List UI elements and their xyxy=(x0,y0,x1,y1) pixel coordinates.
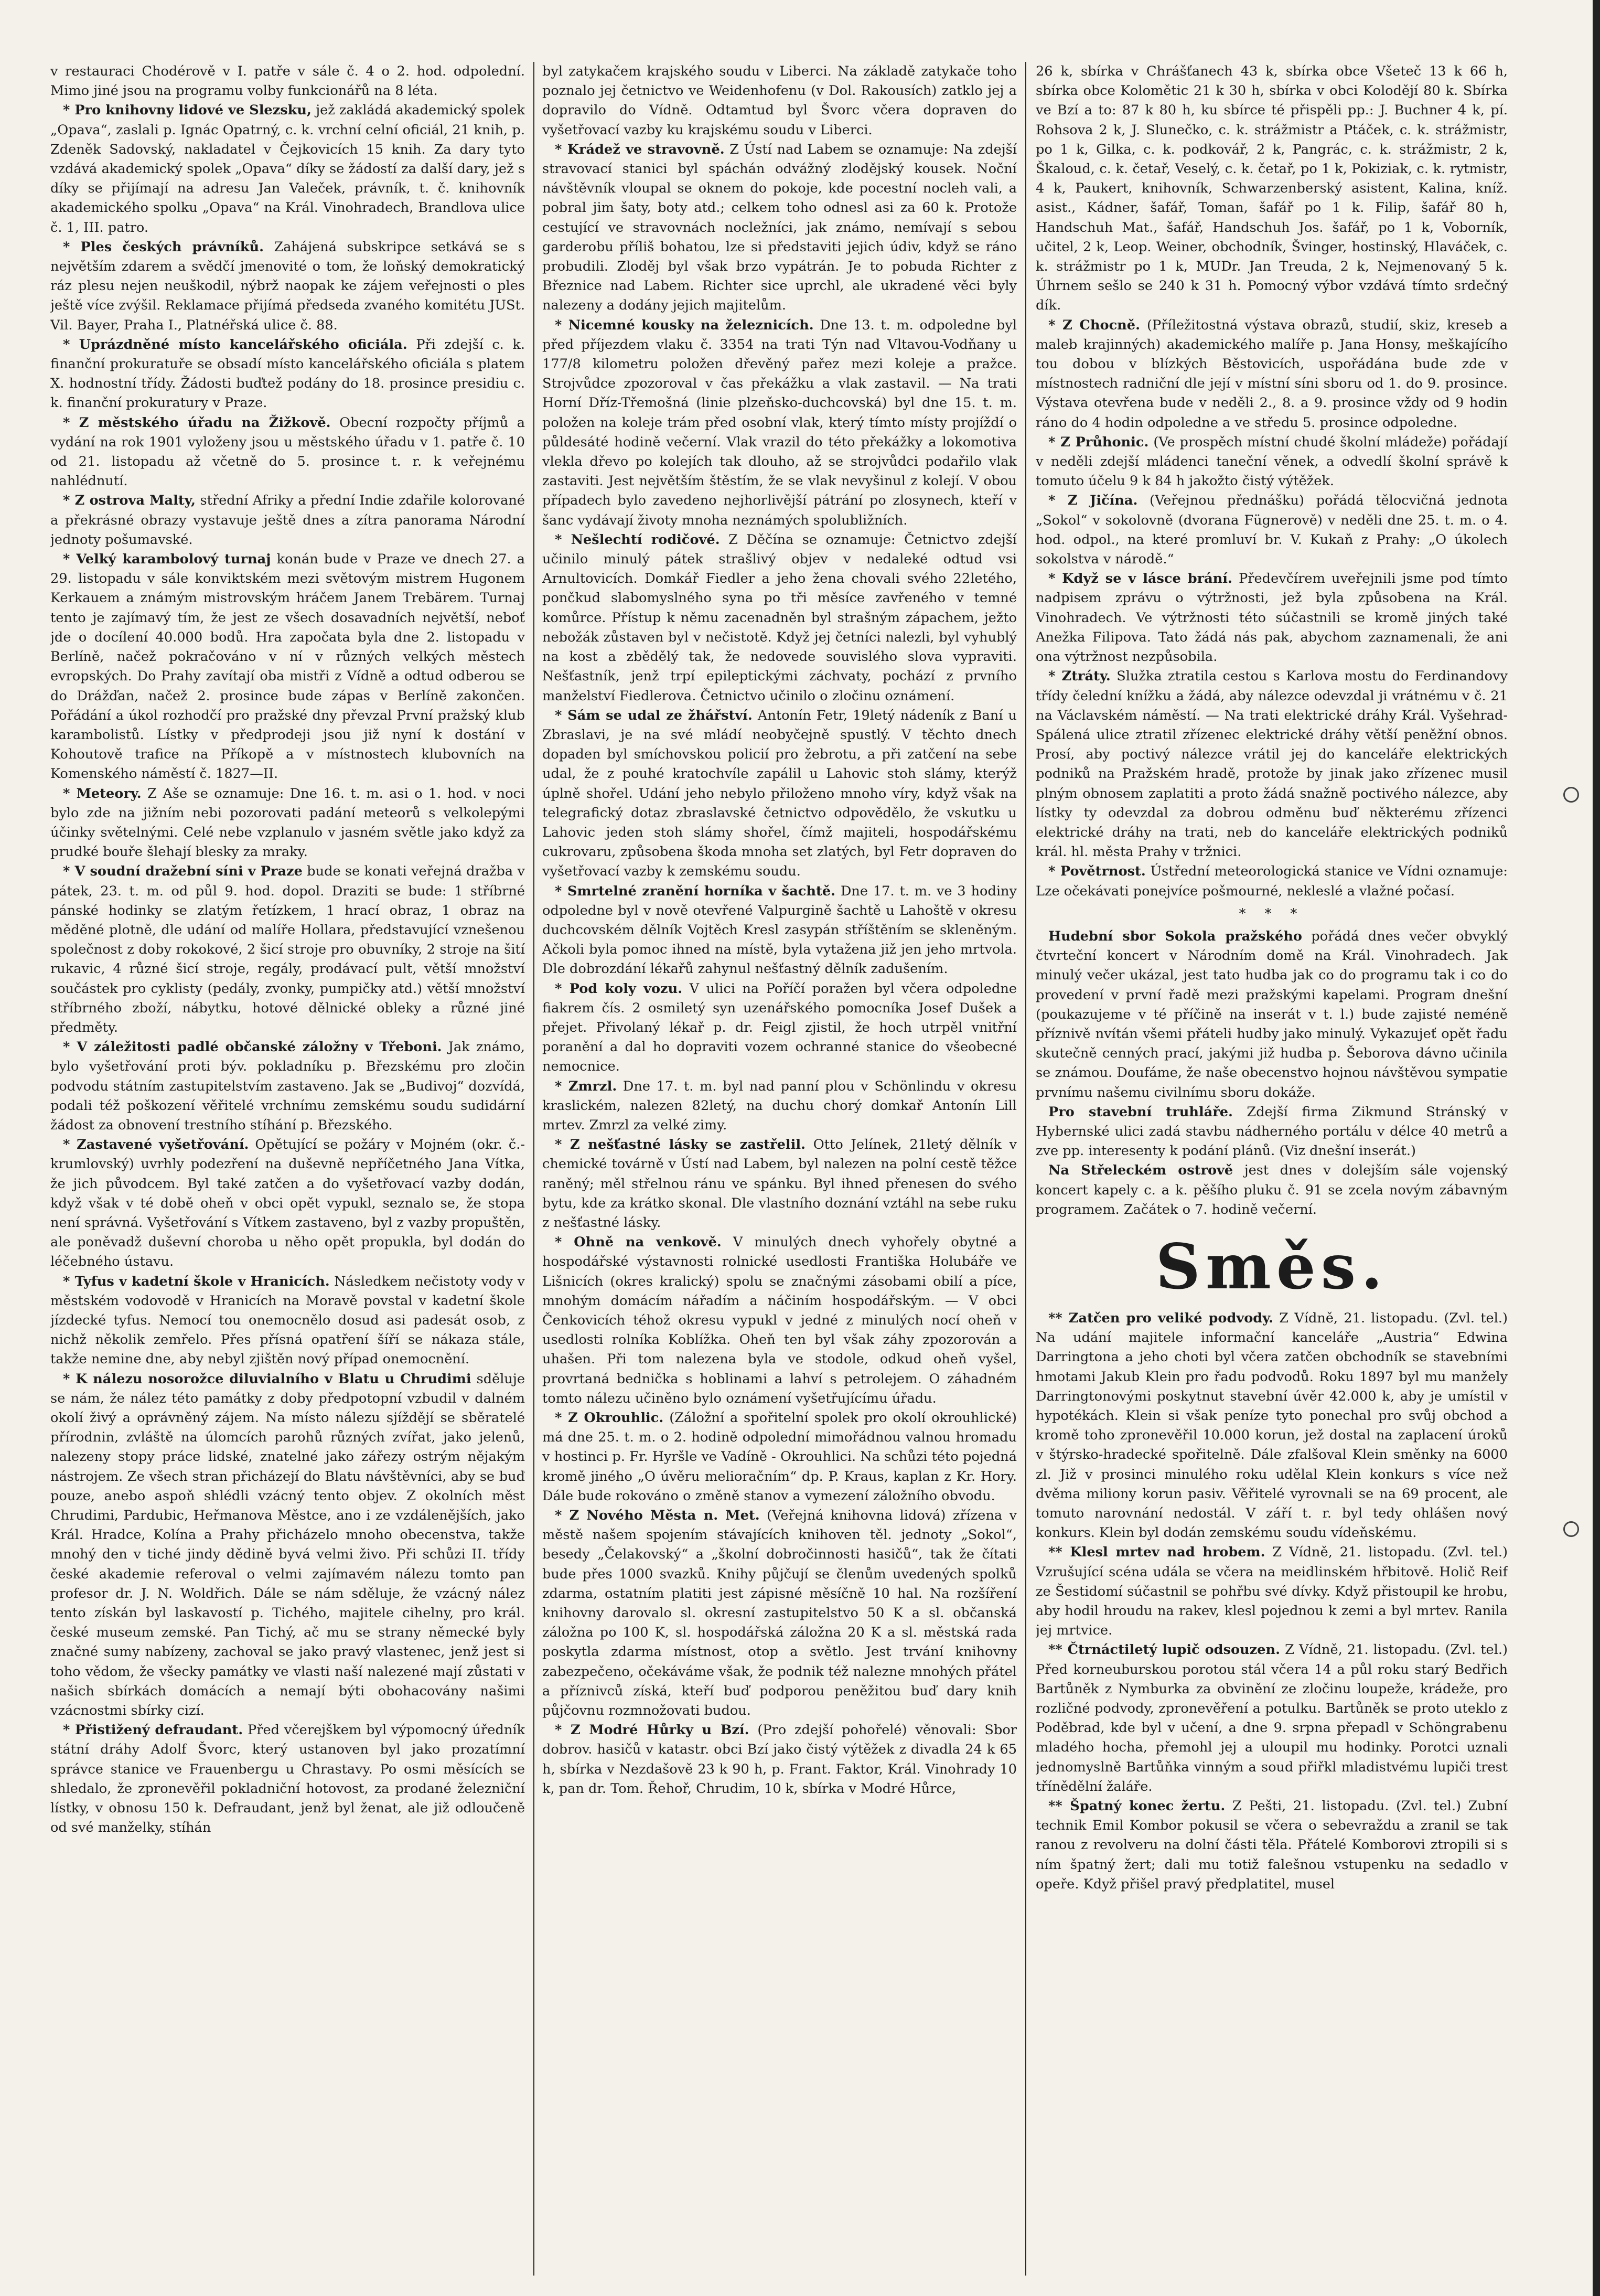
article-body: Dne 17. t. m. byl nad panní plou v Schönlindu v okresu kraslickém, nalezen 82letý, na duchu chorý domkař Antonín Lill mrtev. Zmrzl za velké zimy. xyxy=(542,1078,1017,1133)
article-paragraph xyxy=(1036,1309,1508,1543)
article-headline: * Smrtelné zranění horníka v šachtě. xyxy=(555,883,836,899)
article-body: byl zatykačem krajského soudu v Liberci. Na základě zatykače toho poznalo jej četnictvo ve Weidenhofenu (v Dol. Rakousích) zatklo jej a dopravilo do Vídně. Odtamtud byl Švorc včera dopraven do vyšetřovací vazby ku krajskému soudu v Liberci. xyxy=(542,63,1017,138)
article-headline: * K nálezu nosorožce diluvialního v Blatu u Chrudimi xyxy=(63,1371,471,1387)
article-paragraph xyxy=(50,550,525,784)
article-paragraph xyxy=(542,1506,1017,1721)
article-headline: * Pro knihovny lidové ve Slezsku, xyxy=(63,102,312,119)
article-paragraph xyxy=(1036,667,1508,862)
article-body: Před včerejškem byl výpomocný úředník státní dráhy Adolf Švorc, který ustanoven byl jako prozatímní správce stanice ve Frauenbergu u Chrastavy. Po osmi měsících se shledalo, že zpronevěřil pokladniční hotovost, za prodané železniční lístky, v obnosu 150 k. Defraudant, jenž byl ženat, ale již odloučeně od své manželky, stíhán xyxy=(50,1722,525,1836)
binding-hole xyxy=(1563,1521,1579,1537)
article-headline: * Nešlechtí rodičové. xyxy=(555,531,720,548)
article-body: Zahájená subskripce setkává se s největším zdarem a svědčí jmenovité o tom, že loňský demokratický ráz plesu nejen neuškodil, nýbrž naopak ke zájem veřejnosti o ples ještě více zvýšil. Reklamace přijímá předseda zvaného komitétu JUSt. Vil. Bayer, Praha I., Platnéřská ulice č. 88. xyxy=(50,239,525,333)
article-paragraph xyxy=(50,784,525,862)
article-paragraph xyxy=(1036,433,1508,492)
article-body: Z Pešti, 21. listopadu. (Zvl. tel.) Zubní technik Emil Kombor pokusil se včera o sebevraždu a zranil se tak ranou z revolveru na dolní části těla. Přátelé Komborovi ztropili si s ním špatný žert; dali mu totiž falešnou vstupenku na sedadlo v opeře. Když přišel pravý předplatitel, musel xyxy=(1036,1798,1508,1892)
article-paragraph xyxy=(50,862,525,1038)
article-paragraph xyxy=(542,316,1017,530)
article-paragraph xyxy=(542,1721,1017,1799)
article-body: Zdejší firma Zikmund Stránský v Hybernské ulici zadá stavbu nádherného portálu v délce 40 metrů a zve pp. interesenty k podání plánů. (Viz dnešní inserát.) xyxy=(1036,1104,1508,1159)
article-headline: * Ztráty. xyxy=(1048,668,1111,685)
article-headline: * Z Nového Města n. Met. xyxy=(555,1508,760,1524)
article-headline: * Tyfus v kadetní škole v Hranicích. xyxy=(63,1273,330,1289)
article-headline: ** Klesl mrtev nad hrobem. xyxy=(1048,1544,1265,1561)
article-headline: Hudební sbor Sokola pražského xyxy=(1048,928,1302,944)
article-body: Antonín Fetr, 19letý nádeník z Baní u Zbraslavi, je na své mládí neobyčejně spustlý. V těchto dnech dopaden byl smíchovskou policií pro žebrotu, a při zatčení na sebe udal, že z pouhé kratochvíle zapálil u Lahovic stoh slámy, kterýž úplně shořel. Udání jeho nebylo přiloženo mnoho víry, když však na telegrafický dotaz zbraslavské četnictvo odpovědělo, že vskutku u Lahovic jeden stoh slámy shořel, čímž majiteli, hospodářskému cukrovaru, způsobena škoda mnoha set zlatých, byl Fetr dopraven do vyšetřovací vazby k zemskému soudu. xyxy=(542,707,1017,880)
binding-hole xyxy=(1563,787,1579,803)
article-body: Z Ústí nad Labem se oznamuje: Na zdejší stravovací stanici byl spáchán odvážný zlodějský kousek. Noční návštěvník vloupal se oknem do pokoje, kde pocestní nocleh vali, a pobral jim šaty, boty atd.; celkem toho odnesl asi za 60 k. Protože cestující ve stravovnách nocležníci, jak známo, nemívají s sebou garderobu příliš bohatou, lze si představiti jejich údiv, když se ráno probudili. Zloděj byl však brzo vypátrán. Je to pobuda Richter z Březnice nad Labem. Richter sice uprchl, ale ukradené věci byly nalezeny a dodány jejich majitelům. xyxy=(542,141,1017,314)
article-paragraph xyxy=(1036,1103,1508,1161)
article-headline: * Z městského úřadu na Žižkově. xyxy=(63,414,331,431)
article-body: (Veřejnou přednášku) pořádá tělocvičná jednota „Sokol“ v sokolovně (dvorana Fügnerově) v neděli dne 25. t. m. o 4. hod. odpol., na které promluví br. V. Kukaň z Prahy: „O úkolech sokolstva v národě.“ xyxy=(1036,493,1508,568)
article-body: střední Afriky a přední Indie zdařile kolorované a překrásné obrazy vystavuje ještě dnes a zítra panorama Národní jednoty pošumavské. xyxy=(50,493,525,548)
article-body: Z Vídně, 21. listopadu. (Zvl. tel.) Vzrušující scéna udála se včera na meidlinském hřbitově. Holič Reif ze Šestidomí súčastnil se pohřbu své dívky. Když přistoupil ke hrobu, aby hodil hroudu na rakev, klesl pojednou k zemi a byl mrtev. Ranila jej mrtvice. xyxy=(1036,1544,1508,1639)
article-headline: * Velký karambolový turnaj xyxy=(63,551,271,568)
article-body: sděluje se nám, že nález této památky z doby předpotopní vzbudil v dalném okolí živý a oprávněný zájem. Na místo nálezu sjíždějí se sběratelé přírodnin, zvláště na úlomcích parohů různých zvířat, jako jelenů, nalezeny stopy práce lidské, znatelné jako zářezy ostrým nějakým nástrojem. Ze všech stran přicházejí do Blatu návštěvníci, aby se buď pouze, anebo aspoň shlédli vzácný tento objev. Z okolních měst Chrudimi, Pardubic, Heřmanova Městce, ano i ze vzdálenějších, jako Král. Hradce, Kolína a Prahy přicházelo mnoho obecenstva, takže mnohý den v tiché jindy dědině byvá velmi živo. Při schůzi II. třídy české akademie referoval o velmi zajímavém nálezu tomto pan profesor dr. J. N. Woldřich. Dále se nám sděluje, že vzácný nález tento získán byl laskavostí p. Tichého, majitele cihelny, pro král. české museum zemské. Pan Tichý, ač mu se strany německé byly značné sumy nabízeny, zachoval se jako pravý vlastenec, jenž jest si toho vědom, že všecky památky ve vlasti naší nalezené mají zůstati v našich sbírkách domácích a nemají býti obohacovány našimi vzácnostmi sbírky cizí. xyxy=(50,1371,525,1719)
article-headline: ** Čtrnáctiletý lupič odsouzen. xyxy=(1048,1642,1280,1658)
article-headline: * Ples českých právníků. xyxy=(63,239,264,255)
article-headline: ** Zatčen pro veliké podvody. xyxy=(1048,1310,1274,1326)
article-headline: * Meteory. xyxy=(63,785,142,802)
article-body: Jak známo, bylo vyšetřování proti býv. pokladníku p. Březskému pro zločin podvodu státním zastupitelstvím zastaveno. Jak se „Budivoj“ dozvídá, podali též poškození věřitelé vrchnímu zemskému soudu sudidární žádost za obnovení trestního stíhání p. Březského. xyxy=(50,1039,525,1133)
article-body: (Ve prospěch místní chudé školní mládeže) pořádají v neděli zdejší mládenci taneční věnek, a odvedlí školní správě k tomuto účelu 9 k 84 h jakožto čistý výtěžek. xyxy=(1036,434,1508,489)
article-paragraph xyxy=(1036,927,1508,1103)
section-separator: * * * xyxy=(1239,905,1305,922)
section-title-smes: Směs. xyxy=(1155,1230,1388,1303)
article-paragraph xyxy=(542,1233,1017,1408)
article-paragraph xyxy=(1036,62,1508,316)
article-body: (Veřejná knihovna lidová) zřízena v městě našem spojením stávajících knihoven těl. jednoty „Sokol“, besedy „Čelakovský“ a „školní dobročinnosti hasičů“, tak že čítati bude přes 1000 svazků. Knihy půjčují se členům uvedených spolků zdarma, ostatním platiti jest zápisné měsíčně 10 hal. Na rozšíření knihovny darovalo sl. okresní zastupitelstvo 50 K a sl. občanská záložna po 100 K, sl. hospodářská záložna 20 K a sl. městská rada poskytla zdarma místnost, otop a světlo. Jest trvání knihovny zabezpečeno, očekáváme však, že podnik též nalezne mnohých přátel a příznivců získá, kteří buď podporou peněžitou buď dary knih půjčovnu rozmnožovati budou. xyxy=(542,1508,1017,1719)
article-headline: * Zmrzl. xyxy=(555,1078,617,1094)
article-paragraph xyxy=(542,530,1017,706)
article-paragraph xyxy=(50,238,525,335)
article-paragraph xyxy=(50,1135,525,1272)
article-paragraph xyxy=(542,1408,1017,1506)
article-headline: * Z Chocně. xyxy=(1048,317,1140,333)
article-body: Dne 13. t. m. odpoledne byl před příjezdem vlaku č. 3354 na trati Týn nad Vltavou-Vodňany u 177/8 kilometru položen dřevěný pařez mezi koleje a pražce. Strojvůdce zpozoroval v čas překážku a vlak zastavil. — Na trati Horní Dříz-Třemošná (linie plzeňsko-duchcovská) byl dne 15. t. m. položen na koleje trám před osobní vlak, který tímto místy projíždí o půldesáté hodině večerní. Vlak vrazil do této překážky a lokomotiva vlekla dřevo po kolejích tak dlouho, až se strojvůdci podařilo vlak zastaviti. Jest největším štěstím, že se vlak nevyšinul z kolejí. V obou případech bylo zavedeno nejhorlivější pátrání po zlosynech, kteří v šanc vydávají životy mnoha neznámých spolubližních. xyxy=(542,317,1017,528)
article-paragraph xyxy=(50,1038,525,1135)
article-body: Ústřední meteorologická stanice ve Vídni oznamuje: Lze očekávati ponejvíce pošmourné, nekleslé a vlažné počasí. xyxy=(1036,863,1508,899)
article-headline: * Z nešťastné lásky se zastřelil. xyxy=(555,1137,806,1153)
article-headline: * Krádež ve stravovně. xyxy=(555,141,725,157)
article-body: (Příležitostná výstava obrazů, studií, skiz, kreseb a maleb krajinných) akademického malíře p. Jana Honsy, meškajícího tou dobou v blízkých Běstovicích, uspořádána bude zde v místnostech radniční dle její v místní síni sboru od 1. do 9. prosince. Výstava otevřena bude v neděli 2., 8. a 9. prosince vždy od 9 hodin ráno do 4 hodin odpoledne a ve středu 5. prosince odpoledne. xyxy=(1036,317,1508,431)
article-body: (Záložní a spořitelní spolek pro okolí okrouhlické) má dne 25. t. m. o 2. hodině odpolední mimořádnou valnou hromadu v hostinci p. Fr. Hyršle ve Vadíně - Okrouhlici. Na schůzi této pojedná kromě jiného „O úvěru melioračním“ dp. P. Kraus, kaplan z Kr. Hory. Dále bude rokováno o změně stanov a vymezení záložního obvodu. xyxy=(542,1410,1017,1504)
article-body: jež zakládá akademický spolek „Opava“, zaslali p. Ignác Opatrný, c. k. vrchní celní oficiál, 21 knih, p. Zdeněk Sadovský, nakladatel v Čejkovicích 15 knih. Za dary tyto vzdává akademický spolek „Opava“ díky se žádostí za další dary, jež s díky se přijímají na adresu Jan Valeček, právník, t. č. knihovník akademického spolku „Opava“ na Král. Vinohradech, Brandlova ulice č. 1, III. patro. xyxy=(50,102,525,236)
article-body: Předevčírem uveřejnili jsme pod tímto nadpisem zprávu o výtržnosti, jež byla způsobena na Král. Vinohradech. Ve výtržnosti této súčastnili se kromě jiných také Anežka Filipova. Tato žádá nás pak, abychom zaznamenali, že ani ona výtržnost nezpůsobila. xyxy=(1036,571,1508,665)
article-headline: ** Špatný konec žertu. xyxy=(1048,1798,1226,1814)
article-headline: Pro stavební truhláře. xyxy=(1048,1104,1233,1120)
column-divider xyxy=(1025,62,1026,2276)
article-headline: * Ohně na venkově. xyxy=(555,1234,722,1251)
article-body: Dne 17. t. m. ve 3 hodiny odpoledne byl v nově otevřené Valpurgině šachtě u Lahoště v okresu duchcovském dělník Vojtěch Kresl zasypán stříštěním se skleněným. Ačkoli byla pomoc ihned na místě, byla vytažena již jen jeho mrtvola. Dle dobrozdání lékařů zahynul nešťastný dělník zadušením. xyxy=(542,883,1017,977)
article-body: Z Aše se oznamuje: Dne 16. t. m. asi o 1. hod. v noci bylo zde na jižním nebi pozorovati padání meteorů s velkolepými účinky světelnými. Celé nebe vzplanulo v jasném světle jako když za prudké bouře šlehají blesky za mraky. xyxy=(50,785,525,860)
article-body: v restauraci Chodérově v I. patře v sále č. 4 o 2. hod. odpolední. Mimo jiné jsou na programu volby funkcionářů na 8 léta. xyxy=(50,63,525,99)
article-paragraph xyxy=(542,706,1017,882)
article-body: pořádá dnes večer obvyklý čtvrteční koncert v Národním domě na Král. Vinohradech. Jak minulý večer ukázal, jest tato hudba jak co do programu tak i co do provedení v první řadě mezi pražskými kapelami. Program dnešní (poukazujeme v té příčině na inserát v t. l.) bude zajisté neméně příznivě nvítán všemi přáteli hudby jako minulý. Vykazujeť opět řadu skutečně cenných prací, jakými již hudba p. Šeborova dávno učinila se známou. Doufáme, že naše obecenstvo hojnou návštěvou sympatie prvnímu našemu civilnímu sboru dokáže. xyxy=(1036,928,1508,1101)
article-headline: * Povětrnost. xyxy=(1048,863,1146,880)
article-paragraph xyxy=(542,882,1017,979)
article-headline: * V soudní dražební síni v Praze xyxy=(63,863,303,880)
article-paragraph xyxy=(50,62,525,101)
article-paragraph xyxy=(542,1077,1017,1136)
article-headline: Na Střeleckém ostrově xyxy=(1048,1162,1233,1179)
article-headline: * V záležitosti padlé občanské záložny v Třeboni. xyxy=(63,1039,442,1055)
article-paragraph xyxy=(50,491,525,550)
article-headline: * Pod koly vozu. xyxy=(555,980,683,997)
column-right xyxy=(1036,62,1508,2283)
article-paragraph xyxy=(50,1370,525,1721)
article-paragraph xyxy=(50,1721,525,1838)
article-headline: * Z Okrouhlic. xyxy=(555,1410,664,1426)
article-paragraph xyxy=(542,140,1017,316)
article-body: jest dnes v dolejším sále vojenský koncert kapely c. a k. pěšího pluku č. 91 se zcela novým zábavným programem. Začátek o 7. hodině večerní. xyxy=(1036,1162,1508,1218)
article-paragraph xyxy=(50,413,525,492)
article-body: Z Vídně, 21. listopadu. (Zvl. tel.) Před korneuburskou porotou stál včera 14 a půl roku starý Bedřich Bartůněk z Nymburka za obvinění ze zločinu loupeže, krádeže, pro rozličné podvody, zpronevěření a potulku. Bartůněk se proto uteklo z Poděbrad, kde byl v učení, a dne 9. srpna přepadl v Schöngrabenu mladého hocha, přemohl jej a uloupil mu hodinky. Porotci uznali jednomyslně Bartůňka vinným a soud přiřkl mladistvému lupiči trest třínědělní žaláře. xyxy=(1036,1642,1508,1795)
article-body: (Pro zdejší pohořelé) věnovali: Sbor dobrov. hasičů v katastr. obci Bzí jako čistý výtěžek z divadla 24 k 65 h, sbírka v Nezdašově 23 k 90 h, p. Frant. Faktor, Král. Vinohrady 10 k, pan dr. Tom. Řehoř, Chrudim, 10 k, sbírka v Modré Hůrce, xyxy=(542,1722,1017,1797)
article-paragraph xyxy=(1036,316,1508,433)
article-headline: * Z ostrova Malty, xyxy=(63,493,196,509)
article-body: Obecní rozpočty příjmů a vydání na rok 1901 vyloženy jsou u městského úřadu v 1. patře č. 10 od 21. listopadu až včetně do 5. prosince t. r. k veřejnému nahlédnutí. xyxy=(50,414,525,489)
article-headline: * Nicemné kousky na železnicích. xyxy=(555,317,814,333)
article-paragraph xyxy=(1036,491,1508,569)
article-body: V ulici na Poříčí poražen byl včera odpoledne fiakrem čís. 2 osmiletý syn uzenářského pomocníka Josef Dušek a přejet. Přivolaný lékař p. dr. Feigl zjistil, že hoch utrpěl vnitřní poranění a dal ho dopraviti vozem ochranné stanice do všeobecné nemocnice. xyxy=(542,980,1017,1075)
article-paragraph xyxy=(1036,569,1508,667)
article-headline: * Z Průhonic. xyxy=(1048,434,1149,450)
article-paragraph xyxy=(1036,862,1508,901)
article-body: Následkem nečistoty vody v městském vodovodě v Hranicích na Moravě povstal v kadetní škole jízdecké tyfus. Nemocí tou onemocnělo dosud asi padesát osob, z nichž několik zemřelo. Přes přísná opatření šíří se nákaza stále, takže nemine dne, aby nebyl zjištěn nový případ onemocnění. xyxy=(50,1273,525,1368)
column-divider xyxy=(533,62,534,2276)
article-paragraph xyxy=(1036,1543,1508,1640)
article-paragraph xyxy=(1036,1640,1508,1797)
article-body: Služka ztratila cestou s Karlova mostu do Ferdinandovy třídy čelední knížku a žádá, aby nálezce odevzdal ji vrátnému v č. 21 na Václavském náměstí. — Na trati elektrické dráhy Král. Vyšehrad-Spálená ulice ztratil zřízenec elektrické dráhy větší peněžní obnos. Prosí, aby poctivý nálezce vrátil jej do kanceláře elektrických podniků na Pražském hradě, protože by jinak jako zřízenec musil plným obnosem zaplatiti a proto žádá snažně poctivého nálezce, aby lístky ty odevzdal za dobrou odměnu buď některému zřízenci elektrické dráhy na trati, neb do kanceláře elektrických podniků král. hl. města Prahy v tržnici. xyxy=(1036,668,1508,860)
article-paragraph xyxy=(542,979,1017,1077)
article-body: konán bude v Praze ve dnech 27. a 29. listopadu v sále konviktském mezi světovým mistrem Hugonem Kerkauem a známým mistrovským hráčem Janem Trebärem. Turnaj tento je zajímavý tím, že jest ze všech dosavadních největší, neboť jde o docílení 40.000 bodů. Hra započata byla dne 2. listopadu v Berlíně, načež pokračováno v ní v různých velkých městech evropských. Do Prahy zavítají oba mistři z Vídně a odtud odberou se do Drážďan, načež 2. prosince bude zápas v Berlíně zakončen. Pořádání a úkol rozhodčí pro pražské dny převzal První pražský klub karambolistů. Lístky v předprodeji jsou již nyní k dostání v Kohoutově trafice na Příkopě a v místnostech klubovních na Komenského náměstí č. 1827—II. xyxy=(50,551,525,782)
article-paragraph xyxy=(50,335,525,413)
article-paragraph xyxy=(542,1135,1017,1233)
article-headline: * Sám se udal ze žhářství. xyxy=(555,707,753,723)
article-body: bude se konati veřejná dražba v pátek, 23. t. m. od půl 9. hod. dopol. Draziti se bude: 1 stříbrné pánské hodinky se zlatým řetízkem, 1 hrací obraz, 1 obraz na měděné plotně, dle udání od malíře Hollara, představující vznešenou společnost z doby rokokové, 2 šicí stroje pro obuvníky, 2 stroje na šití rukavic, 4 různé šicí stroje, regály, prodávací pult, větší množství součástek pro cyklisty (pedály, zvonky, pumpičky atd.) větší množství stříbrného zboží, nábytku, hotové dělnické obleky a různé jiné předměty. xyxy=(50,863,525,1035)
column-left xyxy=(50,62,525,2283)
article-headline: * Uprázdněné místo kancelářského oficiála. xyxy=(63,336,407,353)
article-headline: * Z Modré Hůrky u Bzí. xyxy=(555,1722,749,1738)
article-paragraph xyxy=(50,1272,525,1370)
article-headline: * Když se v lásce brání. xyxy=(1048,571,1232,587)
article-paragraph xyxy=(50,101,525,237)
page-edge xyxy=(1593,0,1600,2296)
article-paragraph xyxy=(1036,1797,1508,1894)
article-body: Otto Jelínek, 21letý dělník v chemické továrně v Ústí nad Labem, byl nalezen na polní cestě těžce raněný; měl střelnou ránu ve spánku. Byl ihned přenesen do svého bytu, kde za krátko skonal. Dle vlastního doznání vztáhl na sebe ruku z nešťastné lásky. xyxy=(542,1137,1017,1231)
article-body: Z Vídně, 21. listopadu. (Zvl. tel.) Na udání majitele informační kanceláře „Austria“ Edwina Darringtona a jeho choti byl včera zatčen obchodník se stavebními hmotami Jakub Klein pro řadu podvodů. Roku 1897 byl mu manžely Darringtonovými poskytnut stavební úvěr 42.000 k, aby je umístil v hypotékách. Klein si však peníze tyto ponechal pro svůj obchod a kromě toho zpronevěřil 10.000 korun, jež dostal na zaplacení úroků v štýrsko-hradecké spořitelně. Dále zfalšoval Klein směnky na 6000 zl. Již v prosinci minulého roku udělal Klein konkurs s více než dvěma miliony korun pasiv. Věřitelé vyrovnali se na 69 procent, ale tomuto narovnání nedostál. V září t. r. byl tedy ohlášen nový konkurs. Klein byl dodán zemskému soudu vídeňskému. xyxy=(1036,1310,1508,1541)
article-headline: * Přistižený defraudant. xyxy=(63,1722,243,1738)
article-body: V minulých dnech vyhořely obytné a hospodářské výstavnosti rolnické usedlosti Františka Holubáře ve Lišnicích (okres kralický) spolu se značnými zásobami obilí a píce, mnohým domácím nářadím a náčiním hospodářským. — V obci Čenkovicích téhož okresu vypukl v jedné z minulých nocí oheň v usedlosti rolníka Koblížka. Oheň ten byl však záhy zpozorován a uhašen. Při tom nalezena byla ve stodole, odkud oheň vyšel, provrtaná bednička s hoblinami a lahví s petrolejem. O záhadném tomto nálezu učiněno bylo oznámení vyšetřujícímu úřadu. xyxy=(542,1234,1017,1406)
article-headline: * Z Jičína. xyxy=(1048,493,1138,509)
column-middle xyxy=(542,62,1017,2283)
article-paragraph xyxy=(542,62,1017,140)
article-paragraph xyxy=(1036,1161,1508,1220)
article-body: 26 k, sbírka v Chrášťanech 43 k, sbírka obce Všeteč 13 k 66 h, sbírka obce Kolomětic 21 k 30 h, sbírka v obci Kolodějí 80 k. Sbírka ve Bzí a to: 87 k 80 h, ku sbírce té přispěli pp.: J. Buchner 4 k, pí. Rohsova 2 k, J. Slunečko, c. k. strážmistr a Ptáček, c. k. strážmistr, po 1 k, Gilka, c. k. podkovář, 2 k, Pangrác, c. k. strážmistr, 2 k, Škaloud, c. k. četař, Veselý, c. k. četař, po 1 k, Pokiziak, c. k. rytmistr, 4 k, Paukert, knihovník, Schwarzenberský asistent, Kalina, kníž. asist., Kádner, šafář, Toman, šafář po 1 k. Filip, šafář 80 h, Handschuh Mat., šafář, Handschuh Jos. šafář, po 1 k, Voborník, učitel, 2 k, Leop. Weiner, obchodník, Švinger, hostinský, Hlaváček, c. k. strážmistr po 1 k, MUDr. Jan Treuda, 2 k, Nejmenovaný 5 k. Úhrnem sešlo se 240 k 31 h. Pomocný výbor vzdává tímto srdečný dík. xyxy=(1036,63,1508,314)
article-body: Opětující se požáry v Mojném (okr. č.-krumlovský) uvrhly podezření na duševně nepříčetného Jana Vítka, že jich původcem. Byl také zatčen a do vyšetřovací vazby dodán, když však v té době oheň v obci opět vypukl, seznalo se, že stopa není správná. Vyšetřování s Vítkem zastaveno, byl z vazby propuštěn, ale poněvadž duševní choroba u něho opět propukla, byl dodán do léčebného ústavu. xyxy=(50,1137,525,1270)
article-body: Z Děčína se oznamuje: Četnictvo zdejší učinilo minulý pátek strašlivý objev v nedaleké odtud vsi Arnultovicích. Domkář Fiedler a jeho žena chovali svého 22letého, pončkud slabomyslného syna po tři měsíce zavřeného v temné komůrce. Přístup k němu zacenadněn byl strašným zápachem, ježto nebožák zůstaven byl v nečistotě. Když jej četníci nalezli, byl vyhublý na kost a zbědělý tak, že nedovede souvislého slova vypraviti. Nešťastník, jenž trpí epileptickými záchvaty, pochází z prvního manželství Fiedlerova. Četnictvo učinilo o zločinu oznámení. xyxy=(542,531,1017,704)
article-headline: * Zastavené vyšetřování. xyxy=(63,1137,249,1153)
article-body: Při zdejší c. k. finanční prokuratuře se obsadí místo kancelářského oficiála s platem X. hodnostní třídy. Žádosti buďtež podány do 18. prosince presidiu c. k. finanční prokuratury v Praze. xyxy=(50,336,525,411)
